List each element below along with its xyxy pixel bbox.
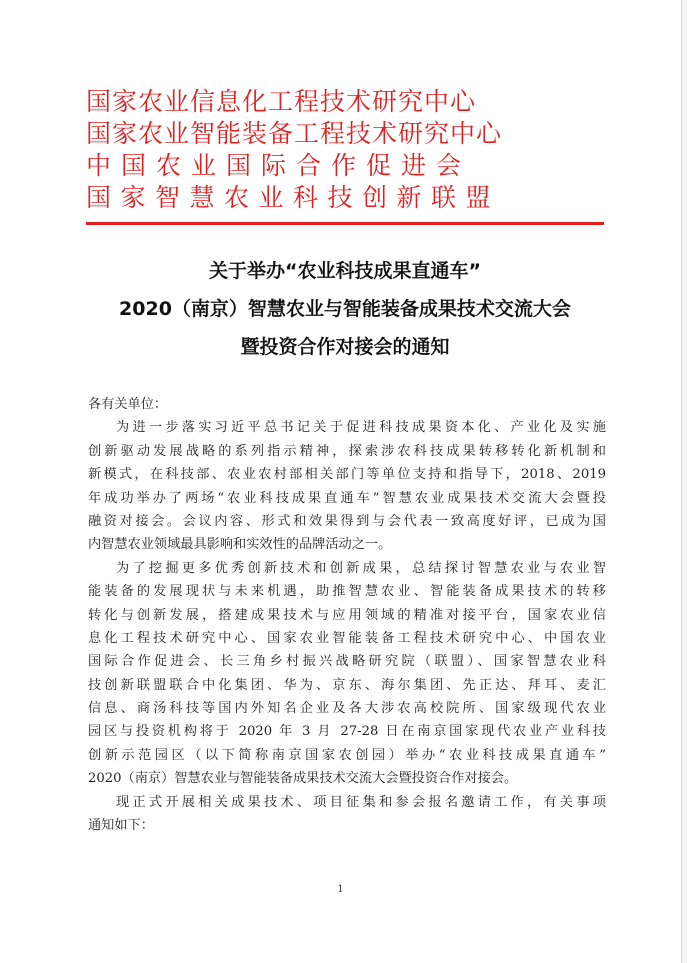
body-line: 国际合作促进会、长三角乡村振兴战略研究院（联盟）、国家智慧农业科 <box>88 654 606 670</box>
title-line: 暨投资合作对接会的通知 <box>240 336 450 358</box>
title-line: 关于举办“农业科技成果直通车” <box>209 260 481 282</box>
body-line: 年成功举办了两场“农业科技成果直通车”智慧农业成果技术交流大会暨投 <box>88 490 606 506</box>
page-number: 1 <box>337 884 344 895</box>
body-line: 为进一步落实习近平总书记关于促进科技成果资本化、产业化及实施 <box>116 420 606 436</box>
body-line: 息化工程技术研究中心、国家农业智能装备工程技术研究中心、中国农业 <box>88 630 606 646</box>
body-line: 2020（南京）智慧农业与智能装备成果技术交流大会暨投资合作对接会。 <box>88 771 518 787</box>
body-line: 创新示范园区（以下简称南京国家农创园）举办“农业科技成果直通车” <box>88 747 606 763</box>
org-name: 国家智慧农业科技创新联盟 <box>86 183 501 212</box>
body-line: 创新驱动发展战略的系列指示精神，探索涉农科技成果转移转化新机制和 <box>88 443 606 459</box>
body-line: 转化与创新发展，搭建成果技术与应用领域的精准对接平台，国家农业信 <box>88 607 606 623</box>
greeting: 各有关单位： <box>88 397 168 412</box>
red-divider <box>86 222 604 225</box>
org-name: 中国农业国际合作促进会 <box>86 151 472 180</box>
org-name: 国家农业信息化工程技术研究中心 <box>86 87 477 116</box>
organization-header <box>86 86 606 214</box>
body-line: 现正式开展相关成果技术、项目征集和参会报名邀请工作，有关事项 <box>116 794 606 810</box>
body-line: 通知如下： <box>88 818 154 834</box>
body-line: 能装备的发展现状与未来机遇，助推智慧农业、智能装备成果技术的转移 <box>88 584 606 600</box>
document-title <box>60 252 630 366</box>
body-line: 为了挖掘更多优秀创新技术和创新成果，总结探讨智慧农业与农业智 <box>116 560 606 576</box>
body-line: 信息、商汤科技等国内外知名企业及各大涉农高校院所、国家级现代农业 <box>88 701 606 717</box>
body-line: 新模式，在科技部、农业农村部相关部门等单位支持和指导下，2018、2019 <box>88 467 606 483</box>
body-line: 技创新联盟联合中化集团、华为、京东、海尔集团、先正达、拜耳、麦汇 <box>88 677 606 693</box>
body-line: 融资对接会。会议内容、形式和效果得到与会代表一致高度好评，已成为国 <box>88 513 606 529</box>
title-line: 2020（南京）智慧农业与智能装备成果技术交流大会 <box>119 298 571 320</box>
body-line: 园区与投资机构将于 2020 年 3 月 27-28 日在南京国家现代农业产业科技 <box>88 724 606 740</box>
org-name: 国家农业智能装备工程技术研究中心 <box>86 119 503 148</box>
document-body <box>88 393 606 837</box>
body-line: 内智慧农业领域最具影响和实效性的品牌活动之一。 <box>88 537 392 553</box>
